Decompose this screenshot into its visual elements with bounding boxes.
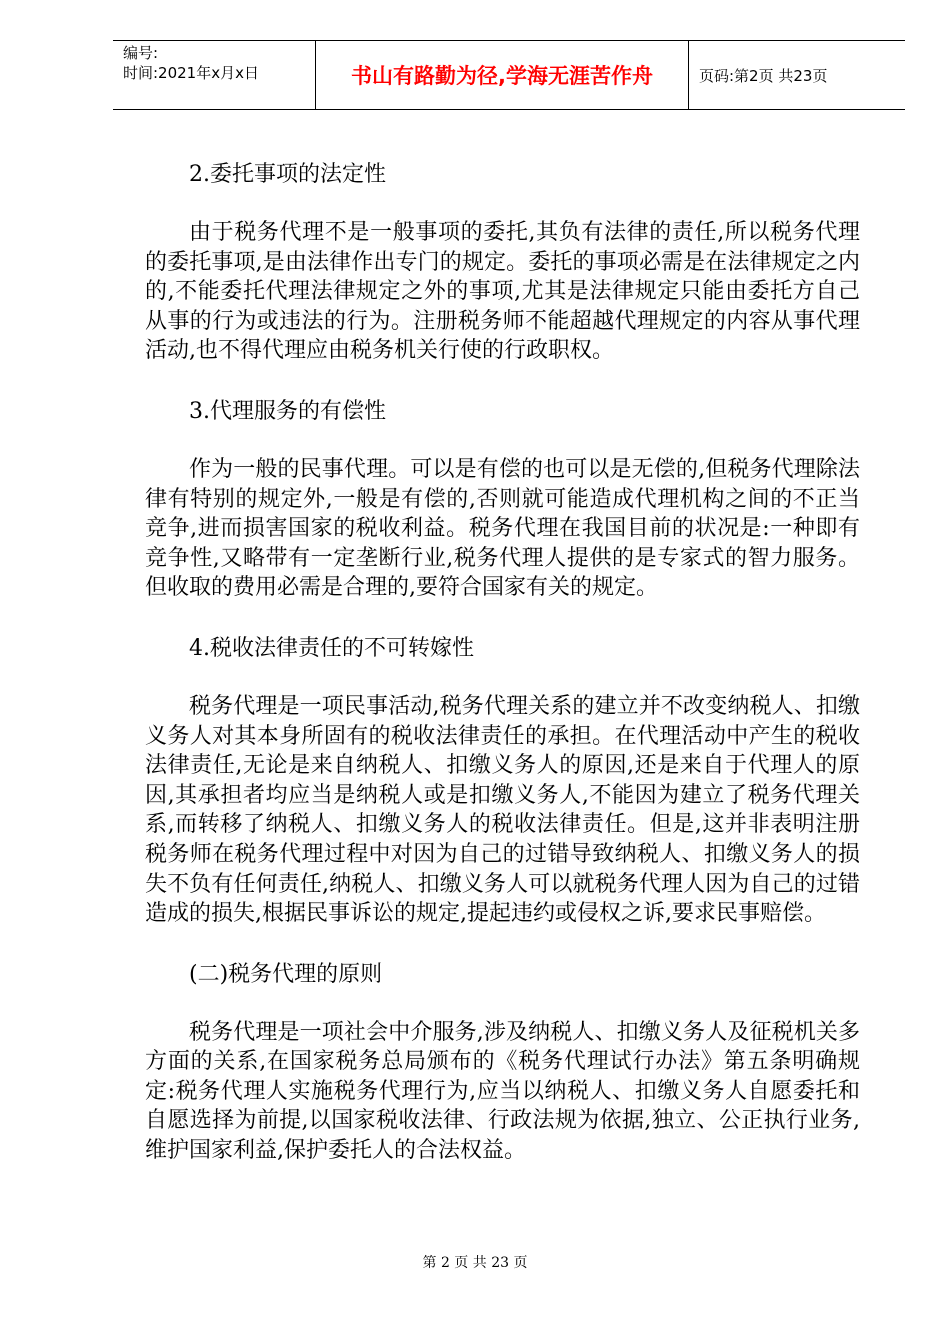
section-heading: 4.税收法律责任的不可转嫁性 bbox=[189, 635, 474, 661]
section-paragraph: 税务代理是一项民事活动,税务代理关系的建立并不改变纳税人、扣缴义务人对其本身所固有的税收法律责任的承担。在代理活动中产生的税收法律责任,无论是来自纳税人、扣缴义务人的原因,还是来自于代理人的原因,其承担者均应当是纳税人或是扣缴义务人,不能因为建立了税务代理关系,而转移了纳税人、扣缴义务人的税收法律责任。但是,这并非表明注册税务师在税务代理过程中对因为自己的过错导致纳税人、扣缴义务人的损失不负有任何责任,纳税人、扣缴义务人可以就税务代理人因为自己的过错造成的损失,根据民事诉讼的规定,提起违约或侵权之诉,要求民事赔偿。 bbox=[145, 693, 860, 927]
section-heading: 2.委托事项的法定性 bbox=[189, 162, 386, 187]
page-footer: 第 2 页 共 23 页 bbox=[422, 1255, 528, 1271]
section-paragraph: 由于税务代理不是一般事项的委托,其负有法律的责任,所以税务代理的委托事项,是由法律作出专门的规定。委托的事项必需是在法律规定之内的,不能委托代理法律规定之外的事项,尤其是法律规定只能由委托方自己从事的行为或违法的行为。注册税务师不能超越代理规定的内容从事代理活动,也不得代理应由税务机关行使的行政职权。 bbox=[145, 220, 860, 364]
section-paragraph: 作为一般的民事代理。可以是有偿的也可以是无偿的,但税务代理除法律有特别的规定外,一般是有偿的,否则就可能造成代理机构之间的不正当竞争,进而损害国家的税收利益。税务代理在我国目前的状况是:一种即有竞争性,又略带有一定垄断行业,税务代理人提供的是专家式的智力服务。但收取的费用必需是合理的,要符合国家有关的规定。 bbox=[145, 456, 860, 601]
document-body bbox=[145, 160, 860, 1166]
section-heading: (二)税务代理的原则 bbox=[189, 961, 383, 987]
header-page-number: 页码:第2页 共23页 bbox=[699, 66, 828, 85]
section-heading: 3.代理服务的有偿性 bbox=[189, 398, 386, 424]
document-number-label: 编号: bbox=[123, 44, 159, 62]
document-time-label: 时间:2021年x月x日 bbox=[123, 64, 259, 82]
section-paragraph: 税务代理是一项社会中介服务,涉及纳税人、扣缴义务人及征税机关多方面的关系,在国家税务总局颁布的《税务代理试行办法》第五条明确规定:税务代理人实施税务代理行为,应当以纳税人、扣缴义务人自愿委托和自愿选择为前提,以国家税收法律、行政法规为依据,独立、公正执行业务,维护国家利益,保护委托人的合法权益。 bbox=[145, 1019, 860, 1164]
header-motto: 书山有路勤为径,学海无涯苦作舟 bbox=[315, 41, 689, 109]
header-meta bbox=[113, 41, 315, 109]
page-header bbox=[113, 40, 905, 110]
